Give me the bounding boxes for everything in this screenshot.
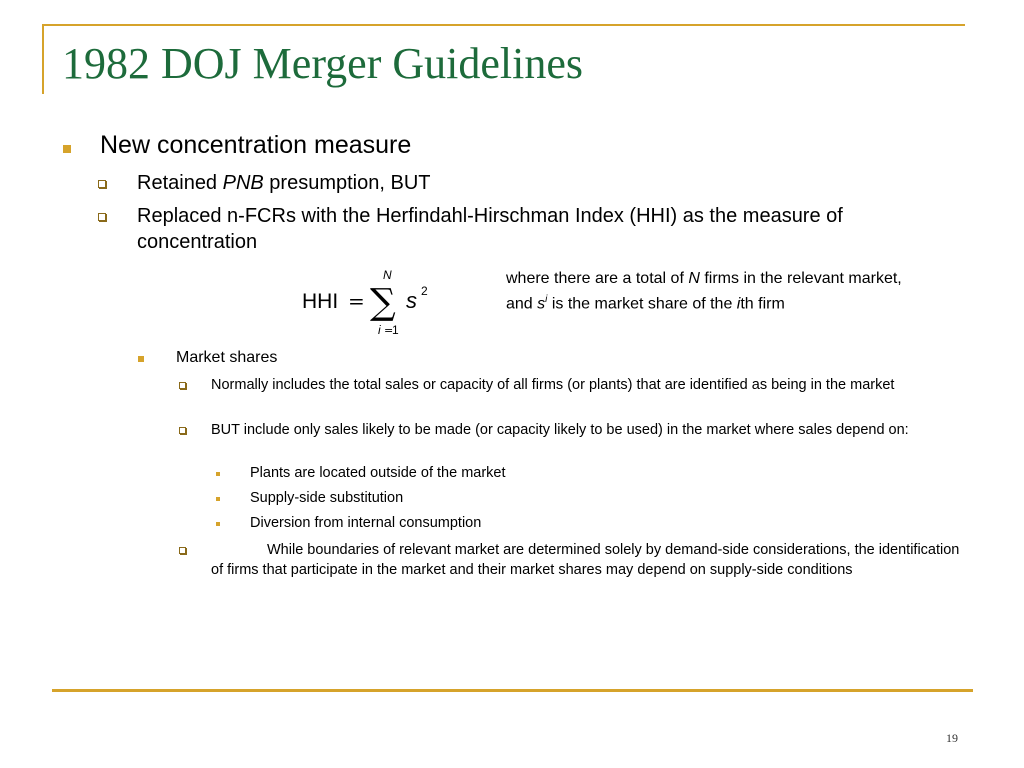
level2-item-1-before: Retained	[137, 172, 223, 194]
slide-title: 1982 DOJ Merger Guidelines	[62, 39, 583, 88]
page-number: 19	[946, 731, 958, 745]
frame-bottom-line	[52, 689, 973, 692]
bullet-box-l2	[98, 213, 106, 221]
level1-text: New concentration measure	[100, 131, 412, 159]
sub-item-3: Diversion from internal consumption	[250, 515, 482, 531]
desc-sup-i: i	[545, 294, 548, 305]
formula-lower-var: i	[378, 323, 381, 337]
sub-item-2: Supply-side substitution	[250, 490, 404, 506]
bullet-box-l2	[98, 180, 106, 188]
formula-equals: =	[348, 289, 365, 313]
formula-variable: s	[406, 288, 417, 313]
formula-lhs: HHI	[302, 290, 339, 313]
level2-item-2: Replaced n-FCRs with the Herfindahl-Hirschman Index (HHI) as the measure of concentration	[137, 205, 843, 253]
market-shares-item-1: Normally includes the total sales or capacity of all firms (or plants) that are identified as being in the market	[211, 377, 895, 393]
formula-lower-eq: =	[384, 324, 394, 337]
level2-item-1-after: presumption, BUT	[263, 172, 431, 194]
formula-lower-val: 1	[392, 323, 399, 337]
last-item-lead: While boundaries of relevant market are determined solely by demand-side considerations,	[267, 542, 851, 558]
bullet-small-l5	[216, 497, 220, 501]
desc-N: N	[688, 270, 700, 287]
bullet-box-l4	[179, 382, 186, 389]
desc-part3: is the market share of the	[547, 295, 737, 313]
bullet-small-l5	[216, 472, 220, 476]
sub-item-1: Plants are located outside of the market	[250, 465, 506, 481]
bullet-square-l3	[138, 356, 144, 362]
desc-part4: th firm	[740, 295, 785, 313]
last-item-rest: the identification of firms that participate in the market and their market shares may depend on supply-side conditions	[211, 542, 960, 578]
desc-part1: where there are a total of	[506, 270, 689, 287]
desc-i: i	[736, 295, 741, 313]
market-shares-heading: Market shares	[176, 349, 278, 366]
market-shares-item-3	[211, 540, 971, 580]
hhi-formula-graphic	[300, 262, 450, 342]
formula-exponent: 2	[421, 284, 428, 298]
level2-item-1-italic: PNB	[222, 172, 264, 194]
frame-left-line	[42, 24, 44, 94]
sigma-icon: ∑	[370, 282, 396, 323]
formula-description	[506, 268, 906, 314]
bullet-box-l4	[179, 547, 186, 554]
desc-part2: firms in the relevant market, and	[506, 270, 902, 313]
market-shares-item-2: BUT include only sales likely to be made (or capacity likely to be used) in the market where sales depend on:	[211, 422, 909, 438]
formula-upper: N	[383, 268, 392, 282]
bullet-small-l5	[216, 522, 220, 526]
hhi-formula	[300, 262, 450, 342]
bullet-square-l1	[63, 145, 71, 153]
frame-top-line	[42, 24, 965, 26]
desc-s: s	[537, 295, 546, 313]
bullet-box-l4	[179, 427, 186, 434]
level2-item-1	[137, 172, 430, 195]
